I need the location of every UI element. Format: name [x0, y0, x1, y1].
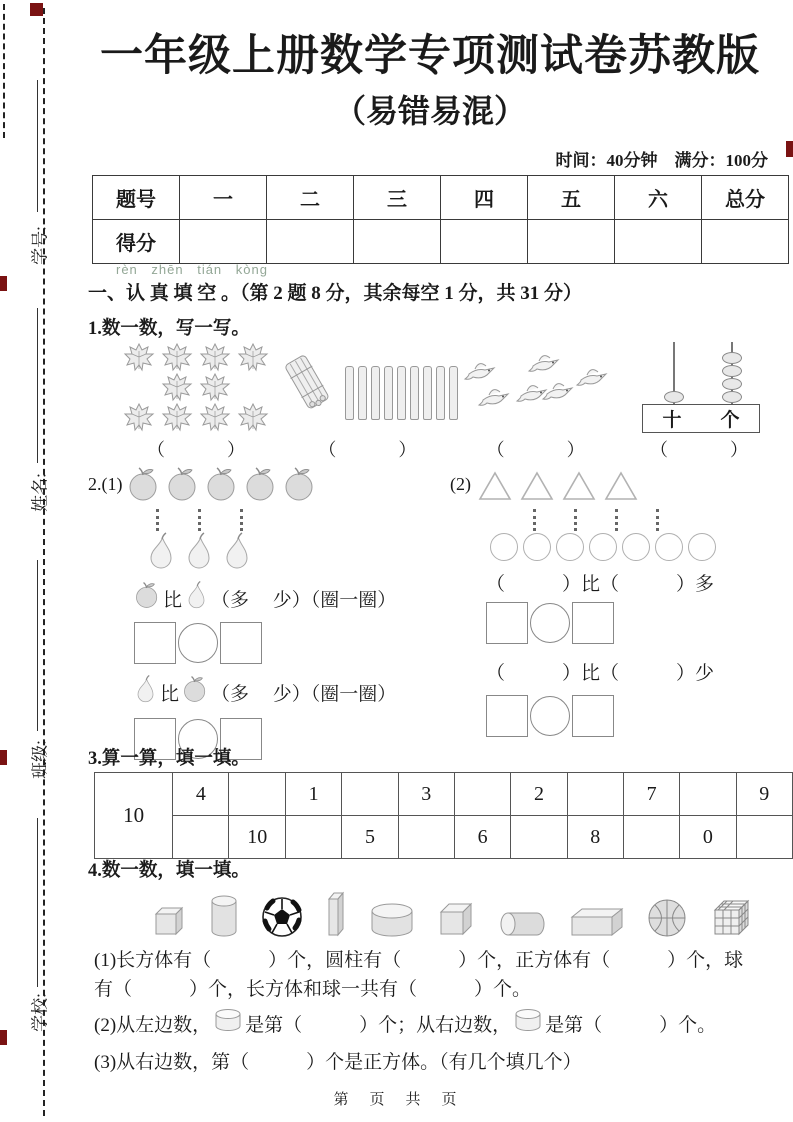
maple-leaf-icon [159, 402, 197, 432]
page-footer: 第 页 共 页 [333, 1092, 460, 1108]
abacus-bead-icon [722, 378, 742, 390]
cylinder-wide-icon [369, 902, 415, 938]
circle-icon [490, 533, 518, 561]
question-2-part-2 [450, 466, 784, 760]
question-4-shapes-row [152, 884, 752, 938]
score-cell[interactable] [354, 220, 441, 264]
leaves-group [118, 340, 276, 462]
apples-row [127, 466, 316, 507]
counting-stick-icon [371, 366, 380, 420]
cylinder-horizontal-icon [498, 910, 546, 938]
number-sentence-boxes [486, 695, 784, 737]
answer-box[interactable] [486, 695, 528, 737]
triangle-icon [477, 470, 513, 507]
q3-cell[interactable] [511, 816, 567, 859]
counting-stick-icon [410, 366, 419, 420]
q3-cell: 4 [173, 773, 229, 816]
q3-cell[interactable] [623, 816, 679, 859]
student-number-label: 学号: [30, 226, 50, 265]
match-dots [574, 509, 577, 531]
score-table-header-row [93, 176, 789, 220]
q3-cell: 0 [680, 816, 736, 859]
q3-cell[interactable] [680, 773, 736, 816]
stick-bundle-icon [279, 351, 335, 420]
score-table [92, 175, 789, 264]
make-ten-table [94, 772, 793, 859]
cube-icon [437, 900, 475, 938]
q3-cell: 10 [229, 816, 285, 859]
q3-cell[interactable] [398, 816, 454, 859]
number-sentence-boxes [134, 622, 450, 664]
score-cell[interactable] [615, 220, 702, 264]
q3-cell: 1 [285, 773, 341, 816]
q4-line2-part3[interactable]: 是第（ ）个。 [545, 1015, 717, 1036]
maple-leaf-icon [121, 402, 159, 432]
cuboid-tall-icon [326, 890, 346, 938]
triangle-icon [561, 470, 597, 507]
score-label: 得分 [93, 220, 180, 264]
sticks-group [283, 340, 453, 462]
pear-icon [134, 674, 157, 710]
triangle-icon [603, 470, 639, 507]
pears-row [146, 531, 450, 576]
score-cell[interactable] [267, 220, 354, 264]
q4-line-2 [94, 1008, 784, 1044]
score-col-total: 总分 [702, 176, 789, 220]
apple-icon [166, 466, 199, 507]
birds-art [461, 340, 613, 434]
q4-line2-part2[interactable]: 是第（ ）个；从右边数， [245, 1015, 512, 1036]
operator-circle[interactable] [530, 603, 570, 643]
binding-dashed-line [43, 8, 45, 1116]
match-dots [240, 509, 243, 531]
q3-cell[interactable] [229, 773, 285, 816]
apple-icon [283, 466, 316, 507]
answer-box[interactable] [572, 602, 614, 644]
triangle-icon [519, 470, 555, 507]
match-links-left [88, 509, 450, 531]
operator-circle[interactable] [530, 696, 570, 736]
answer-blank-abacus[interactable]: （ ） [649, 440, 750, 460]
circle-icon [655, 533, 683, 561]
page-subtitle: （易错易混） [333, 93, 526, 129]
q3-given-number: 10 [95, 773, 173, 859]
time-and-score-info: 时间：40分钟 满分：100分 [555, 151, 768, 170]
counting-stick-icon [384, 366, 393, 420]
pear-icon [222, 531, 252, 576]
score-col-3: 三 [354, 176, 441, 220]
q3-cell: 2 [511, 773, 567, 816]
section-one-title: 一、认 真 填 空 。（第 2 题 8 分，其余每空 1 分，共 31 分） [88, 283, 583, 304]
q4-line-1b[interactable]: 有（ ）个，长方体和球一共有（ ）个。 [94, 979, 532, 1000]
q3-cell: 3 [398, 773, 454, 816]
answer-blank-birds[interactable]: （ ） [486, 440, 587, 460]
compare-options: （多 少）（圈一圈） [211, 683, 397, 705]
cylinder-icon [213, 1008, 243, 1044]
q2-part2-label: (2) [450, 474, 471, 494]
pinyin-annotation: rèn zhēn tián kòng [116, 262, 268, 277]
sticks-art [279, 340, 458, 434]
q3-cell: 5 [342, 816, 398, 859]
abacus-bead-icon [722, 391, 742, 403]
q4-line-1a[interactable]: (1)长方体有（ ）个，圆柱有（ ）个，正方体有（ ）个，球 [94, 950, 744, 971]
maple-leaf-icon [197, 372, 235, 402]
apple-icon [244, 466, 277, 507]
q3-cell[interactable] [285, 816, 341, 859]
cylinder-icon [513, 1008, 543, 1044]
red-registration-mark [0, 276, 7, 291]
match-links-right [450, 509, 784, 531]
answer-blank-leaves[interactable]: （ ） [147, 440, 247, 460]
counting-stick-icon [436, 366, 445, 420]
class-label: 班级: [30, 740, 50, 779]
counting-stick-icon [358, 366, 367, 420]
maple-leaf-icon [121, 342, 159, 372]
bird-icon [475, 384, 515, 417]
tens-label: 十 [662, 410, 682, 431]
abacus-art [620, 340, 780, 434]
match-dots [656, 509, 659, 531]
ones-label: 个 [720, 410, 740, 431]
compare-word: 比 [160, 683, 180, 705]
abacus-label-box [642, 404, 760, 433]
page-title: 一年级上册数学专项测试卷苏教版 [100, 32, 760, 80]
name-write-line[interactable] [37, 308, 38, 463]
question-4-text [94, 946, 784, 1077]
score-col-1: 一 [180, 176, 267, 220]
red-registration-mark [0, 1030, 7, 1045]
counting-stick-icon [423, 366, 432, 420]
name-label: 姓名: [30, 473, 50, 512]
question-1-graphics [118, 340, 780, 462]
q3-cell[interactable] [342, 773, 398, 816]
score-cell[interactable] [180, 220, 267, 264]
score-cell[interactable] [702, 220, 789, 264]
answer-box[interactable] [572, 695, 614, 737]
score-col-2: 二 [267, 176, 354, 220]
match-dots [533, 509, 536, 531]
maple-leaf-icon [235, 342, 273, 372]
number-sentence-boxes [486, 602, 784, 644]
compare-less-sentence[interactable]: （ ）比（ ）少 [486, 663, 715, 684]
student-number-write-line[interactable] [37, 80, 38, 212]
operator-circle[interactable] [178, 623, 218, 663]
school-write-line[interactable] [37, 818, 38, 987]
cuboid-long-icon [569, 904, 625, 938]
red-registration-mark [786, 141, 793, 157]
class-write-line[interactable] [37, 560, 38, 731]
section-one-heading [88, 262, 778, 305]
circle-icon [523, 533, 551, 561]
apple-icon [205, 466, 238, 507]
match-dots [156, 509, 159, 531]
answer-box[interactable] [486, 602, 528, 644]
maple-leaf-icon [235, 402, 273, 432]
circle-icon [622, 533, 650, 561]
question-4-label: 4.数一数，填一填。 [88, 861, 250, 881]
apple-icon [127, 466, 160, 507]
abacus-tens-beads [664, 342, 684, 403]
birds-group [461, 340, 613, 462]
maple-leaf-icon [197, 402, 235, 432]
q3-cell: 8 [567, 816, 623, 859]
answer-box[interactable] [220, 622, 262, 664]
match-dots [198, 509, 201, 531]
rubiks-cube-icon [710, 896, 752, 938]
bird-icon [573, 364, 613, 397]
school-label: 学校: [30, 993, 50, 1032]
counting-stick-icon [345, 366, 354, 420]
q3-cell[interactable] [173, 816, 229, 859]
abacus-bead-icon [722, 365, 742, 377]
answer-blank-sticks[interactable]: （ ） [318, 440, 419, 460]
abacus-group [620, 340, 780, 462]
q3-cell: 6 [454, 816, 510, 859]
cylinder-vertical-icon [209, 894, 239, 938]
circle-icon [688, 533, 716, 561]
match-dots [615, 509, 618, 531]
apple-vs-pear-line [134, 580, 450, 616]
q4-line2-part1: (2)从左边数， [94, 1015, 212, 1036]
q3-cell[interactable] [736, 816, 792, 859]
abacus-bead-icon [722, 352, 742, 364]
maple-leaf-icon [159, 372, 197, 402]
score-table-score-row [93, 220, 789, 264]
score-col-5: 五 [528, 176, 615, 220]
question-1-label: 1.数一数，写一写。 [88, 319, 250, 339]
counting-stick-icon [449, 366, 458, 420]
q4-line-3[interactable]: (3)从右边数，第（ ）个是正方体。（有几个填几个） [94, 1052, 582, 1073]
pear-icon [184, 531, 214, 576]
score-cell[interactable] [441, 220, 528, 264]
score-col-6: 六 [615, 176, 702, 220]
soccer-ball-icon [261, 896, 303, 938]
answer-box[interactable] [134, 622, 176, 664]
maple-leaf-icon [197, 342, 235, 372]
apple-icon [182, 675, 208, 709]
circle-icon [556, 533, 584, 561]
abacus-ones-beads [722, 342, 742, 403]
triangles-row [477, 466, 639, 507]
apple-icon [134, 581, 160, 615]
compare-options: （多 少）（圈一圈） [211, 589, 397, 611]
q3-cell[interactable] [567, 773, 623, 816]
compare-word: 比 [163, 589, 183, 611]
question-2-part-1 [88, 466, 450, 760]
q3-cell[interactable] [454, 773, 510, 816]
pear-icon [185, 580, 208, 616]
pear-vs-apple-line [134, 674, 450, 710]
abacus-bead-icon [664, 391, 684, 403]
page-edge-dash-line [3, 4, 5, 138]
score-col-4: 四 [441, 176, 528, 220]
circles-row [490, 533, 784, 561]
red-registration-mark [0, 750, 7, 765]
circle-icon [589, 533, 617, 561]
score-cell[interactable] [528, 220, 615, 264]
q2-part1-label: 2.(1) [88, 474, 123, 494]
compare-more-sentence[interactable]: （ ）比（ ）多 [486, 574, 715, 595]
basketball-icon [647, 898, 687, 938]
pear-icon [146, 531, 176, 576]
cuboid-small-icon [152, 904, 186, 938]
question-3-label: 3.算一算，填一填。 [88, 749, 250, 769]
question-2 [88, 466, 784, 760]
single-sticks [345, 366, 458, 420]
maple-leaf-icon [159, 342, 197, 372]
red-registration-mark [30, 3, 43, 16]
q3-cell: 7 [623, 773, 679, 816]
maple-leaves-art [118, 340, 276, 434]
counting-stick-icon [397, 366, 406, 420]
score-table-corner: 题号 [93, 176, 180, 220]
q3-cell: 9 [736, 773, 792, 816]
